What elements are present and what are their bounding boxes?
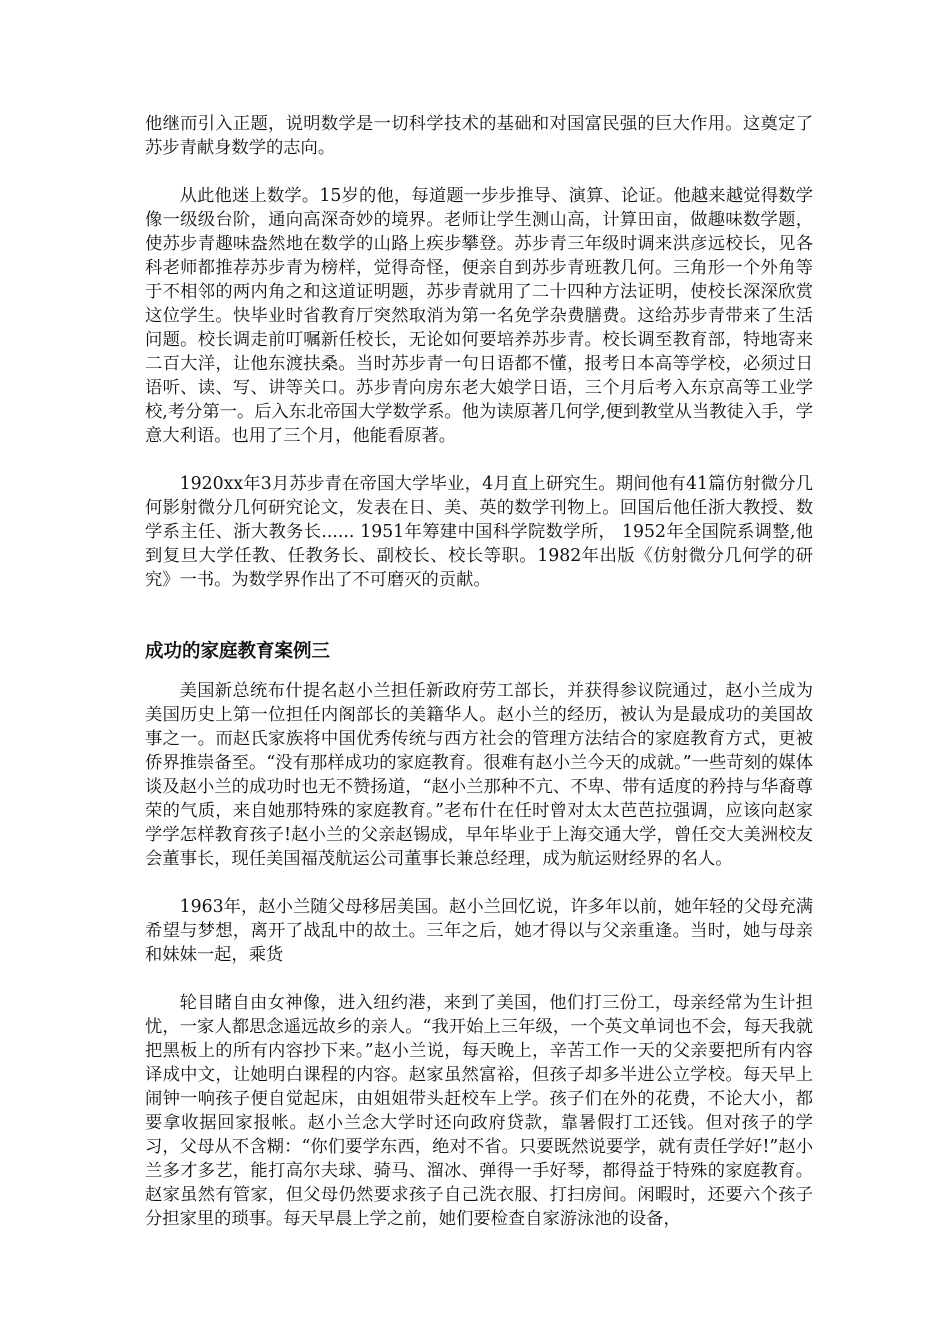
paragraph-zhao-intro: 美国新总统布什提名赵小兰担任新政府劳工部长，并获得参议院通过，赵小兰成为美国历史上第一位担任内阁部长的美籍华人。赵小兰的经历，被认为是最成功的美国故事之一。而赵氏家族将中国优秀传统与西方社会的管理方法结合的家庭教育方式，更被侨界推崇备至。“没有那样成功的家庭教育。很难有赵小兰今天的成就。”一些苛刻的媒体谈及赵小兰的成功时也无不赞扬道，“赵小兰那种不亢、不卑、带有适度的矜持与华裔尊荣的气质，来自她那特殊的家庭教育。”老布什在任时曾对太太芭芭拉强调，应该向赵家学学怎样教育孩子!赵小兰的父亲赵锡成，早年毕业于上海交通大学，曾任交大美洲校友会董事长，现任美国福茂航运公司董事长兼总经理，成为航运财经界的名人。	[145, 681, 813, 869]
paragraph-intro: 他继而引入正题，说明数学是一切科学技术的基础和对国富民强的巨大作用。这奠定了苏步青献身数学的志向。	[145, 114, 813, 158]
paragraph-zhao-family: 轮目睹自由女神像，进入纽约港，来到了美国，他们打三份工，母亲经常为生计担忧，一家人都思念遥远故乡的亲人。“我开始上三年级，一个英文单词也不会，每天我就把黑板上的所有内容抄下来。”赵小兰说，每天晚上，辛苦工作一天的父亲要把所有内容译成中文，让她明白课程的内容。赵家虽然富裕，但孩子却多半进公立学校。每天早上闹钟一响孩子便自觉起床，由姐姐带头赶校车上学。孩子们在外的花费，不论大小，都要拿收据回家报帐。赵小兰念大学时还向政府贷款，靠暑假打工还钱。但对孩子的学习，父母从不含糊：“你们要学东西，绝对不省。只要既然说要学，就有责任学好!”赵小兰多才多艺，能打高尔夫球、骑马、溜冰、弹得一手好琴，都得益于特殊的家庭教育。赵家虽然有管家，但父母仍然要求孩子自己洗衣服、打扫房间。闲暇时，还要六个孩子分担家里的琐事。每天早晨上学之前，她们要检查自家游泳池的设备，	[145, 993, 813, 1229]
paragraph-zhao-1963: 1963年，赵小兰随父母移居美国。赵小兰回忆说，许多年以前，她年轻的父母充满希望与梦想，离开了战乱中的故土。三年之后，她才得以与父亲重逢。当时，她与母亲和妹妹一起，乘货	[145, 897, 813, 965]
paragraph-career: 1920xx年3月苏步青在帝国大学毕业，4月直上研究生。期间他有41篇仿射微分几何影射微分几何研究论文，发表在日、美、英的数学刊物上。回国后他任浙大教授、数学系主任、浙大教务长...... 1951年筹建中国科学院数学所， 1952年全国院系调整,他到复旦大学任教、任教务长、副校长、校长等职。1982年出版《仿射微分几何学的研究》一书。为数学界作出了不可磨灭的贡献。	[145, 474, 813, 590]
document-page	[145, 112, 813, 1231]
section-heading: 成功的家庭教育案例三	[145, 641, 331, 662]
paragraph-math-passion: 从此他迷上数学。15岁的他，每道题一步步推导、演算、论证。他越来越觉得数学像一级级台阶，通向高深奇妙的境界。老师让学生测山高，计算田亩，做趣味数学题，使苏步青趣味盎然地在数学的山路上疾步攀登。苏步青三年级时调来洪彦远校长，见各科老师都推荐苏步青为榜样，觉得奇怪，便亲自到苏步青班教几何。三角形一个外角等于不相邻的两内角之和这道证明题，苏步青就用了二十四种方法证明，使校长深深欣赏这位学生。快毕业时省教育厅突然取消为第一名免学杂费膳费。这给苏步青带来了生活问题。校长调走前叮嘱新任校长，无论如何要培养苏步青。校长调至教育部，特地寄来二百大洋，让他东渡扶桑。当时苏步青一句日语都不懂，报考日本高等学校，必须过日语听、读、写、讲等关口。苏步青向房东老大娘学日语，三个月后考入东京高等工业学校,考分第一。后入东北帝国大学数学系。他为读原著几何学,便到教堂从当教徒入手，学意大利语。也用了三个月，他能看原著。	[145, 186, 813, 446]
